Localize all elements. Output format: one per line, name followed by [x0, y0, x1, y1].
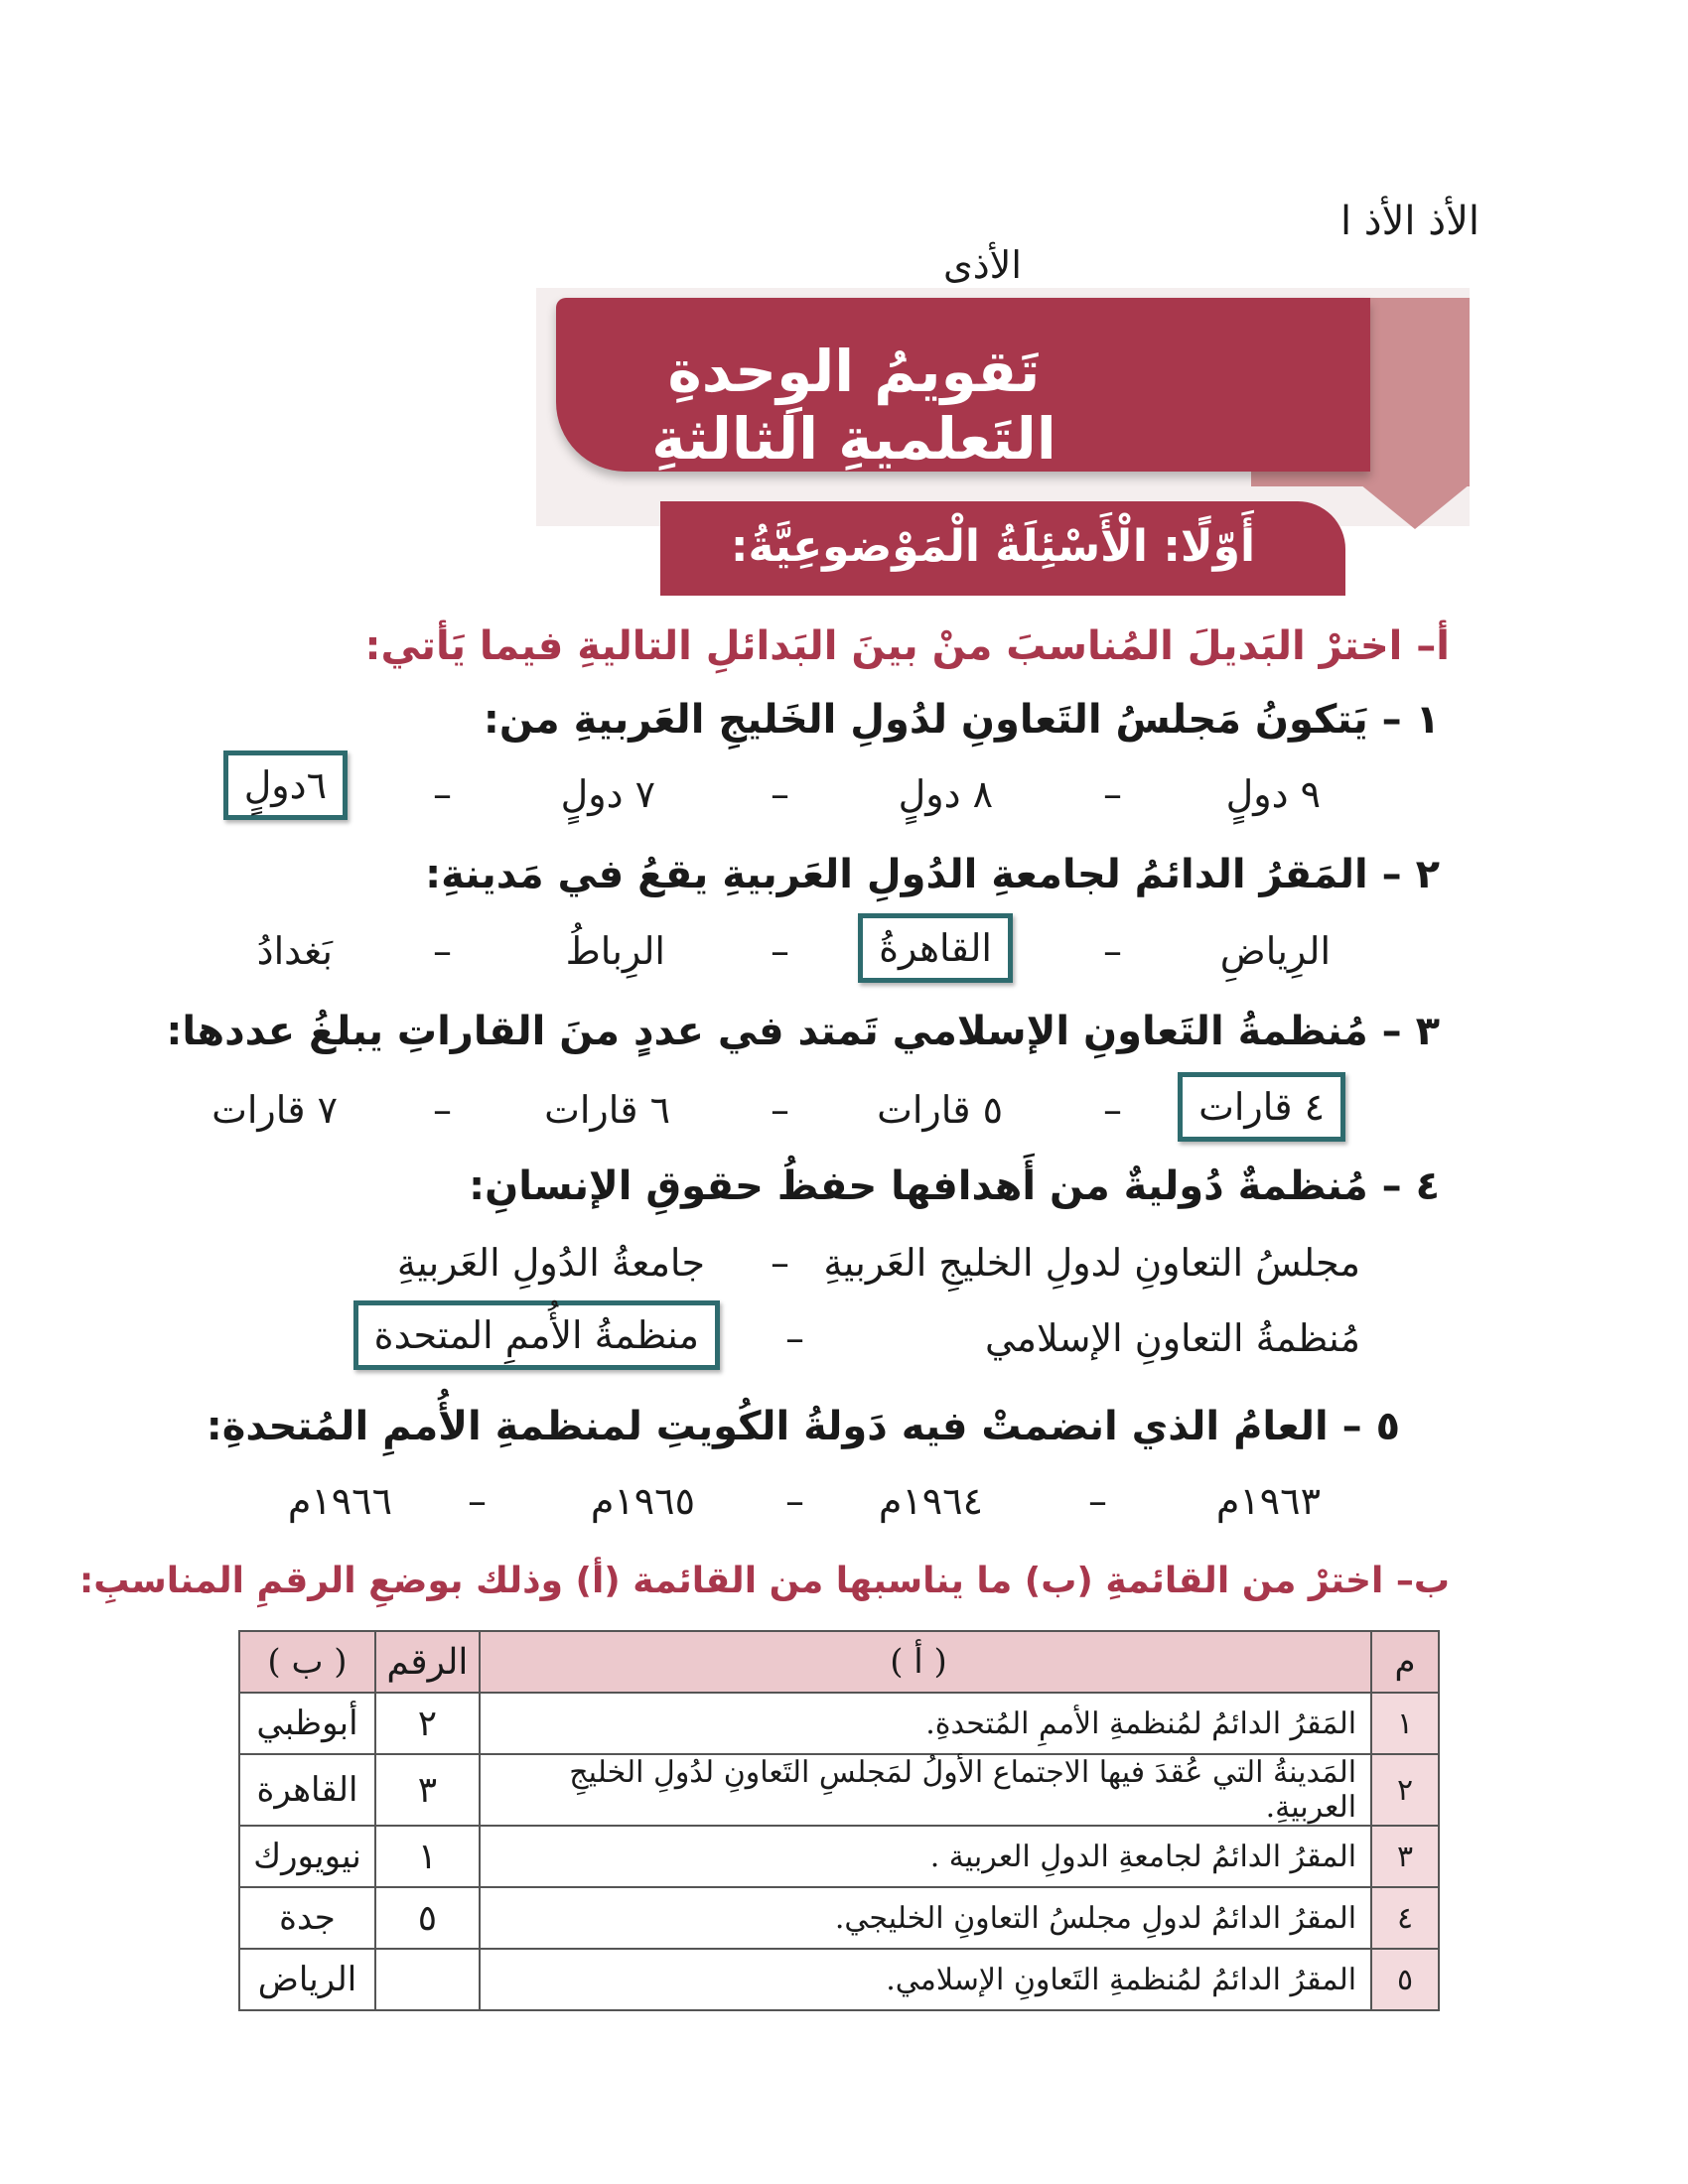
row-item-b: نيويورك [239, 1826, 375, 1887]
q1-option-4-selected[interactable]: ٦دولٍ [223, 751, 348, 820]
dash: – [433, 929, 452, 973]
dash: – [1088, 1479, 1107, 1523]
q3-option-2[interactable]: ٥ قارات [877, 1088, 1003, 1132]
q4-option-3[interactable]: مُنظمةُ التعاونِ الإسلامي [984, 1316, 1360, 1360]
row-item-a: المقرُ الدائمُ لمُنظمةِ التَعاونِ الإسلامي. [480, 1949, 1371, 2010]
row-item-a: المَدينةُ التي عُقدَ فيها الاجتماع الأولُ لمَجلسِ التَعاونِ لدُولِ الخليجِ العربيةِ. [480, 1754, 1371, 1826]
banner-accent-tip [1360, 484, 1470, 529]
dash: – [1103, 929, 1122, 973]
table-row [239, 1949, 1439, 2010]
dash: – [771, 929, 789, 973]
row-index: ١ [1371, 1693, 1439, 1754]
table-row [239, 1693, 1439, 1754]
q4-option-2[interactable]: جامعةُ الدُولِ العَربيةِ [396, 1241, 705, 1285]
q2-option-3[interactable]: الرِباطُ [565, 929, 665, 973]
dash: – [1103, 1088, 1122, 1132]
dash: – [785, 1479, 804, 1523]
q1-option-3[interactable]: ٧ دولٍ [560, 772, 655, 816]
header-a: ( أ ) [480, 1631, 1371, 1693]
dash: – [433, 1088, 452, 1132]
matching-table [238, 1630, 1440, 2011]
row-number-answer[interactable] [375, 1949, 480, 2010]
row-number-answer[interactable]: ١ [375, 1826, 480, 1887]
part-a-instruction: أ– اخترْ البَديلَ المُناسبَ منْ بينَ البَدائلِ التاليةِ فيما يَأتي: [364, 623, 1450, 669]
question-3: ٣ – مُنظمةُ التَعاونِ الإسلامي تَمتد في عددٍ منَ القاراتِ يبلغُ عددها: [166, 1009, 1440, 1054]
table-row [239, 1887, 1439, 1949]
dash: – [771, 1241, 789, 1285]
row-item-a: المقرُ الدائمُ لجامعةِ الدولِ العربية . [480, 1826, 1371, 1887]
q4-option-4-selected[interactable]: منظمةُ الأُممِ المتحدة [353, 1300, 720, 1370]
row-item-b: الرياض [239, 1949, 375, 2010]
top-note-secondary: الأذى [943, 243, 1022, 287]
dash: – [771, 1088, 789, 1132]
q1-option-1[interactable]: ٩ دولٍ [1225, 772, 1321, 816]
dash: – [785, 1316, 804, 1360]
question-1: ١ – يَتكونُ مَجلسُ التَعاونِ لدُولِ الخَليجِ العَربيةِ من: [483, 697, 1440, 743]
q3-option-4[interactable]: ٧ قارات [211, 1088, 338, 1132]
dash: – [468, 1479, 487, 1523]
row-item-b: أبوظبي [239, 1693, 375, 1754]
question-5: ٥ – العامُ الذي انضمتْ فيه دَولةُ الكُويتِ لمنظمةِ الأُممِ المُتحدةِ: [206, 1404, 1400, 1449]
row-number-answer[interactable]: ٢ [375, 1693, 480, 1754]
question-4: ٤ – مُنظمةٌ دُوليةٌ من أَهدافها حفظُ حقوقِ الإنسانِ: [469, 1163, 1440, 1209]
row-item-b: القاهرة [239, 1754, 375, 1826]
table-row [239, 1826, 1439, 1887]
section-title: أَوّلًا: الْأَسْئِلَةُ الْمَوْضوعِيَّةُ: [730, 521, 1256, 572]
dash: – [433, 772, 452, 816]
row-index: ٥ [1371, 1949, 1439, 2010]
question-2: ٢ – المَقرُ الدائمُ لجامعةِ الدُولِ العَربيةِ يقعُ في مَدينةِ: [425, 852, 1440, 897]
row-index: ٢ [1371, 1754, 1439, 1826]
row-number-answer[interactable]: ٣ [375, 1754, 480, 1826]
row-number-answer[interactable]: ٥ [375, 1887, 480, 1949]
q3-option-3[interactable]: ٦ قارات [544, 1088, 670, 1132]
q2-option-2-selected[interactable]: القاهرةُ [858, 913, 1013, 983]
dash: – [771, 772, 789, 816]
q1-option-2[interactable]: ٨ دولٍ [898, 772, 993, 816]
q5-option-2[interactable]: ١٩٦٤م [878, 1479, 983, 1523]
row-index: ٤ [1371, 1887, 1439, 1949]
row-item-a: المقرُ الدائمُ لدولِ مجلسُ التعاونِ الخليجي. [480, 1887, 1371, 1949]
header-m: م [1371, 1631, 1439, 1693]
row-item-b: جدة [239, 1887, 375, 1949]
q5-option-4[interactable]: ١٩٦٦م [287, 1479, 392, 1523]
header-number: الرقم [375, 1631, 480, 1693]
header-b: ( ب ) [239, 1631, 375, 1693]
q5-option-1[interactable]: ١٩٦٣م [1215, 1479, 1321, 1523]
top-note: الأذ الأذ ا [1339, 199, 1479, 244]
q2-option-1[interactable]: الرِياضِ [1219, 929, 1331, 973]
table-row [239, 1754, 1439, 1826]
dash: – [1103, 772, 1122, 816]
row-index: ٣ [1371, 1826, 1439, 1887]
q3-option-1-selected[interactable]: ٤ قارات [1178, 1072, 1345, 1142]
q2-option-4[interactable]: بَغدادُ [256, 929, 333, 973]
q5-option-3[interactable]: ١٩٦٥م [590, 1479, 695, 1523]
row-item-a: المَقرُ الدائمُ لمُنظمةِ الأممِ المُتحدةِ. [480, 1693, 1371, 1754]
part-b-instruction: ب– اخترْ من القائمةِ (ب) ما يناسبها من القائمة (أ) وذلك بوضعِ الرقمِ المناسبِ: [78, 1561, 1450, 1601]
unit-title: تَقويمُ الوِحدةِ التَعلميةِ الثالثةِ [651, 338, 1056, 473]
table-header-row [239, 1631, 1439, 1693]
q4-option-1[interactable]: مجلسُ التعاونِ لدولِ الخليجِ العَربيةِ [823, 1241, 1360, 1285]
